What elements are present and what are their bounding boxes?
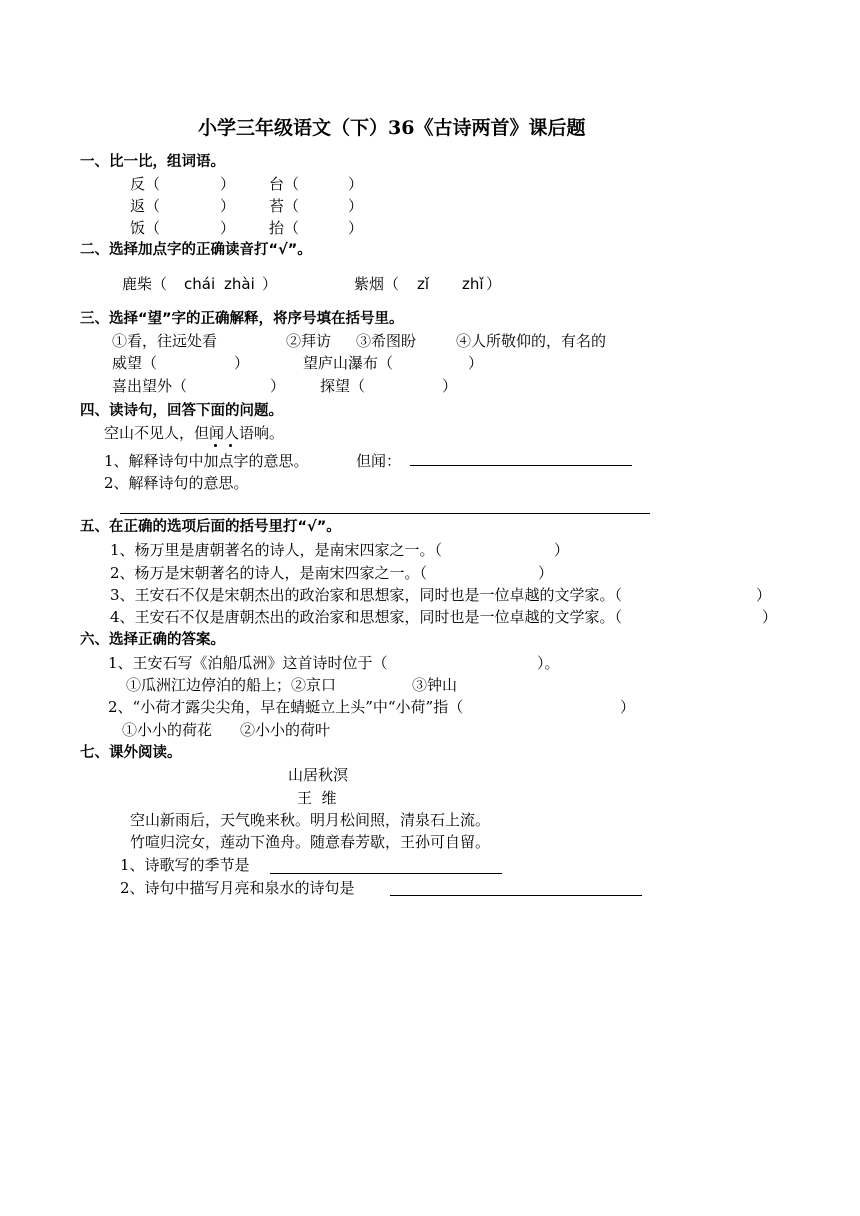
item-weiwang: 威望（ [112, 354, 158, 372]
answer-line [270, 873, 502, 874]
paren-close: ）。 [537, 654, 560, 672]
pinyin-zhi: zhǐ [462, 275, 484, 293]
section-2-heading: 二、选择加点字的正确读音打“√”。 [80, 242, 312, 258]
paren-close: ） [262, 275, 278, 293]
paren-close: ） [468, 354, 484, 372]
paren-close: ） [620, 698, 636, 716]
danwen-label: 但闻： [356, 452, 402, 470]
item-wanglushan: 望庐山瀑布（ [303, 354, 394, 372]
pinyin-chai: chái [184, 275, 216, 293]
poem-title: 山居秋溟 [288, 766, 349, 784]
option-1: ①看，往远处看 [112, 332, 218, 350]
word-luzhai: 鹿柴（ [122, 275, 168, 293]
answer-line [390, 895, 642, 896]
section-6-heading: 六、选择正确的答案。 [80, 632, 225, 648]
judge-item-2: 2、杨万是宋朝著名的诗人，是南宋四家之一。（ [110, 564, 428, 582]
answer-line [410, 465, 632, 466]
paren-close: ） [234, 354, 250, 372]
section-3-heading: 三、选择“望”字的正确解释，将序号填在括号里。 [80, 311, 404, 327]
paren-close: ） [348, 197, 364, 215]
section-7-heading: 七、课外阅读。 [80, 745, 182, 761]
judge-item-3: 3、王安石不仅是宋朝杰出的政治家和思想家，同时也是一位卓越的文学家。（ [110, 586, 623, 604]
option-2: ②拜访 [286, 332, 332, 350]
word-fan-3: 饭（ [130, 219, 161, 237]
paren-close: ） [348, 219, 364, 237]
judge-item-4: 4、王安石不仅是唐朝杰出的政治家和思想家，同时也是一位卓越的文学家。（ [110, 608, 623, 626]
paren-close: ） [348, 175, 364, 193]
choice-q2-option-1: ①小小的荷花 [122, 721, 213, 739]
question-4-2: 2、解释诗句的意思。 [104, 474, 249, 492]
poem-line-1: 空山新雨后，天气晚来秋。明月松间照，清泉石上流。 [130, 811, 491, 829]
paren-close: ） [538, 564, 554, 582]
word-tai-2: 苔（ [269, 197, 300, 215]
paren-close: ） [220, 197, 236, 215]
choice-q1-options: ①瓜洲江边停泊的船上；②京口 [126, 676, 337, 694]
poem-author: 王 维 [297, 789, 337, 807]
choice-q1-option-3: ③钟山 [412, 676, 458, 694]
option-4: ④人所敬仰的，有名的 [456, 332, 607, 350]
word-tai-3: 抬（ [269, 219, 300, 237]
section-5-heading: 五、在正确的选项后面的括号里打“√”。 [80, 519, 341, 535]
pinyin-zhai: zhài [224, 275, 255, 293]
word-fan-1: 反（ [130, 175, 161, 193]
word-ziyan: 紫烟（ [354, 275, 400, 293]
page-title: 小学三年级语文（下）36《古诗两首》课后题 [198, 117, 586, 139]
pinyin-zi: zǐ [417, 275, 430, 293]
paren-close: ） [554, 541, 570, 559]
paren-close: ） [762, 608, 778, 626]
paren-close: ） [756, 586, 772, 604]
section-1-heading: 一、比一比，组词语。 [80, 154, 225, 170]
paren-close: ） [486, 275, 502, 293]
reading-q2: 2、诗句中描写月亮和泉水的诗句是 [120, 879, 355, 897]
paren-close: ） [270, 377, 286, 395]
section-4-heading: 四、读诗句，回答下面的问题。 [80, 403, 283, 419]
choice-q2: 2、“小荷才露尖尖角，早在蜻蜓立上头”中“小荷”指（ [108, 698, 464, 716]
word-fan-2: 返（ [130, 197, 161, 215]
poem-line-2: 竹喧归浣女，莲动下渔舟。随意春芳歇，王孙可自留。 [130, 833, 491, 851]
judge-item-1: 1、杨万里是唐朝著名的诗人，是南宋四家之一。（ [110, 541, 443, 559]
option-3: ③希图盼 [356, 332, 417, 350]
answer-line [120, 513, 650, 514]
item-xichuwangwai: 喜出望外（ [112, 377, 188, 395]
emphasis-dot [229, 444, 232, 447]
paren-close: ） [220, 175, 236, 193]
word-tai-1: 台（ [269, 175, 300, 193]
choice-q2-option-2: ②小小的荷叶 [240, 721, 331, 739]
paren-close: ） [442, 377, 458, 395]
paren-close: ） [220, 219, 236, 237]
emphasis-dot [214, 444, 217, 447]
choice-q1: 1、王安石写《泊船瓜洲》这首诗时位于（ [108, 654, 388, 672]
item-tanwang: 探望（ [320, 377, 366, 395]
poem-line: 空山不见人，但闻人语响。 [104, 424, 285, 442]
question-4-1: 1、解释诗句中加点字的意思。 [104, 452, 309, 470]
reading-q1: 1、诗歌写的季节是 [120, 856, 250, 874]
